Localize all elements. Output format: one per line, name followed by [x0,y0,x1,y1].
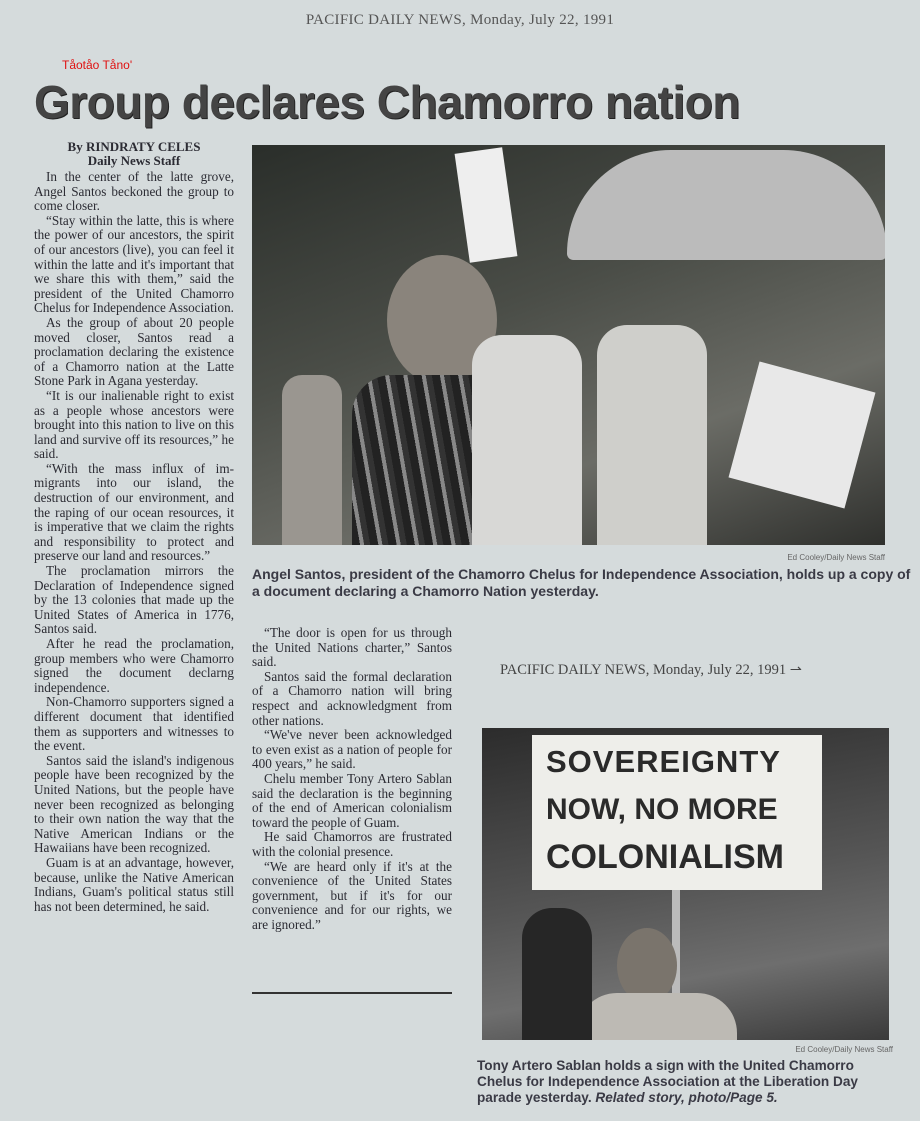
person-white-shirt [472,335,582,545]
sign-line: COLONIALISM [546,838,784,876]
article-column-2 [252,626,452,932]
photo-credit: Ed Cooley/Daily News Staff [795,1045,893,1054]
paragraph: As the group of about 20 people moved closer, Santos read a proclamation declaring the existence of a Chamorro nation at the Latte Stone Park in Agana yesterday. [34,314,234,389]
paragraph: After he read the proclamation, group members who were Chamorro signed the document declarng independence. [34,636,234,695]
paragraph: “We are heard only if it's at the convenience of the United States government, but if it's for our convenience and for our rights, we are ignored.” [252,858,452,932]
caption-text: Tony Artero Sablan holds a sign with the United Chamorro Chelus for Independence Association at the Liberation Day parade yesterday. [477,1058,858,1105]
byline-author: By RINDRATY CELES [67,139,201,154]
person-arms-crossed [597,325,707,545]
column-end-rule [252,992,452,994]
held-document [729,362,876,509]
overlay-label: Tåotåo Tåno' [62,58,133,72]
paragraph: “We've never been acknowledged to even exist as a nation of people for 400 years,” he said. [252,727,452,772]
sign-line: SOVEREIGNTY [546,744,781,779]
related-story-ref: Related story, photo/Page 5. [595,1090,778,1105]
man-shirt [577,993,737,1040]
person-left [282,375,342,545]
paragraph: “The door is open for us through the United Nations charter,” Santos said. [252,625,452,670]
paragraph: He said Chamorros are frustrated with the colonial presence. [252,829,452,859]
officer [522,908,592,1040]
raised-paper [455,147,518,263]
headline: Group declares Chamorro nation [34,76,740,128]
protest-sign [532,735,822,890]
photo-credit: Ed Cooley/Daily News Staff [787,553,885,562]
paragraph: “With the mass influx of immigrants into our island, the destruction of our environment, and the raping of our ocean resources, it is imperative that we claim the rights and responsibility to protect and preserve our land and resources.” [34,460,234,564]
photo-caption: Angel Santos, president of the Chamorro Chelus for Independence Association, holds up a copy of a document declaring a Chamorro Nation yesterday. [252,566,911,599]
sign-line: NOW, NO MORE [546,793,778,826]
man-head [617,928,677,1003]
paragraph: “It is our inalienable right to exist as a people whose ancestors were brought into this nation to live on this land and survive off its resources,” he said. [34,387,234,462]
paragraph: Santos said the formal declaration of a Chamorro nation will bring respect and acknowledgment from other nations. [252,668,452,728]
umbrella [567,150,885,260]
byline [34,140,234,168]
paragraph: “Stay within the latte, this is where the power of our ancestors, the spirit of our ancestors (live), you can feel it within the latte and it's important that we share this with them,” said the president of the United Chamorro Chelus for Independence Association. [34,212,234,316]
paragraph: The proclamation mirrors the Declaration of Independence signed by the 13 colonies that made up the United States of America in 1776, Santos said. [34,563,234,637]
page-dateline: PACIFIC DAILY NEWS, Monday, July 22, 1991 [305,12,615,28]
photo-caption [477,1058,897,1106]
photo-angel-santos [252,145,885,545]
page-dateline-2: PACIFIC DAILY NEWS, Monday, July 22, 1991 ⇀ [500,662,802,678]
byline-staff: Daily News Staff [87,153,181,168]
paragraph: Non-Chamorro supporters signed a different document that identified them as supporters and witnesses to the event. [34,694,234,754]
paragraph: In the center of the latte grove, Angel Santos beckoned the group to come closer. [34,169,234,214]
paragraph: Guam is at an advantage, however, because, unlike the Native American Indians, Guam's political status still has not been determined, he said. [34,854,234,914]
photo-sovereignty-sign [482,728,889,1040]
paragraph: Santos said the island's indigenous people have been recognized by the United Nations, but the people have never been recognized as belonging to their own nation the way that the Native American Indians or the Hawaiians have been recognized. [34,752,234,856]
article-column-1 [34,170,234,914]
paragraph: Chelu member Tony Artero Sablan said the declaration is the beginning of the end of American colonialism toward the people of Guam. [252,770,452,830]
